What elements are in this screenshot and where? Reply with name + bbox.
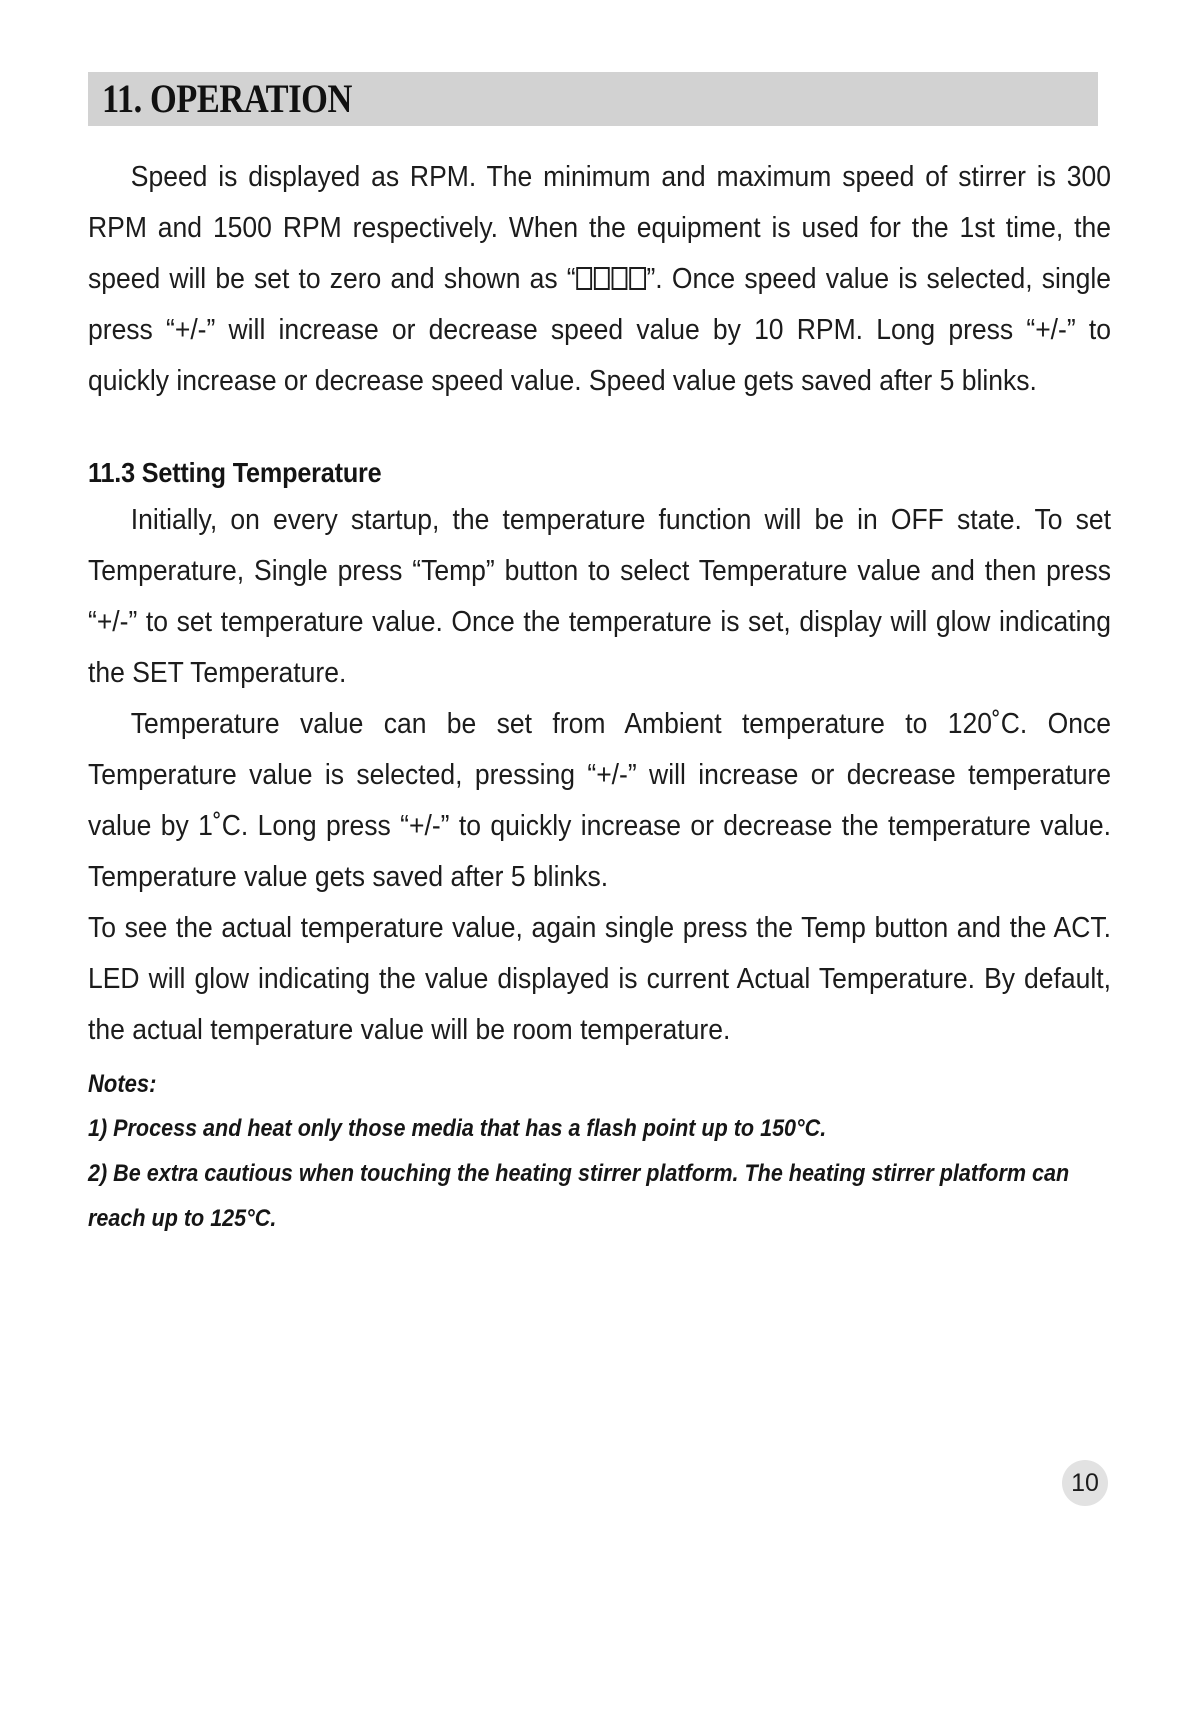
paragraph-speed-setting-text-part2: ”. Once speed value is selected, single press “+/-” will increase or decrease speed value by 10 RPM. Long press “+/-” to quickly increase or decrease speed value. Speed value gets saved after 5 blinks. [88, 263, 1111, 397]
paragraph-speed-setting [88, 152, 1111, 407]
display-digit-blank-icon [630, 267, 646, 289]
paragraph-actual-temperature: To see the actual temperature value, again single press the Temp button and the ACT. LED will glow indicating the value displayed is current Actual Temperature. By default, the actual temperature value will be room temperature. [88, 912, 1111, 1046]
page-number-label: 10 [1071, 1468, 1099, 1497]
display-digit-blank-icon [612, 267, 628, 289]
paragraph-temperature-startup: Initially, on every startup, the temperature function will be in OFF state. To set Temperature, Single press “Temp” button to select Temperature value and then press “+/-” to set temperature value. Once the temperature is set, display will glow indicating the SET Temperature. [88, 504, 1111, 689]
notes-label: Notes: [88, 1070, 157, 1098]
paragraph-temperature-range: Temperature value can be set from Ambient temperature to 120˚C. Once Temperature value is selected, pressing “+/-” will increase or decrease temperature value by 1˚C. Long press “+/-” to quickly increase or decrease the temperature value. Temperature value gets saved after 5 blinks. [88, 708, 1111, 893]
blank-display-glyphs [576, 263, 647, 295]
section-header-band [88, 72, 1098, 126]
note-item: 2) Be extra cautious when touching the heating stirrer platform. The heating stirrer platform can reach up to 125°C. [88, 1160, 1070, 1232]
paragraph-speed-setting-text-part1: Speed is displayed as RPM. The minimum and maximum speed of stirrer is 300 RPM and 1500 RPM respectively. When the equipment is used for the 1st time, the speed will be set to zero and shown as “ [88, 161, 1111, 295]
display-digit-blank-icon [594, 267, 610, 289]
page-content [88, 72, 1112, 1241]
page-number-badge [1062, 1460, 1108, 1506]
display-digit-blank-icon [576, 267, 592, 289]
spacer [88, 407, 1112, 451]
note-item: 1) Process and heat only those media that has a flash point up to 150°C. [88, 1115, 827, 1142]
subheading-setting-temperature: 11.3 Setting Temperature [88, 457, 382, 488]
section-title: 11. OPERATION [102, 76, 352, 121]
